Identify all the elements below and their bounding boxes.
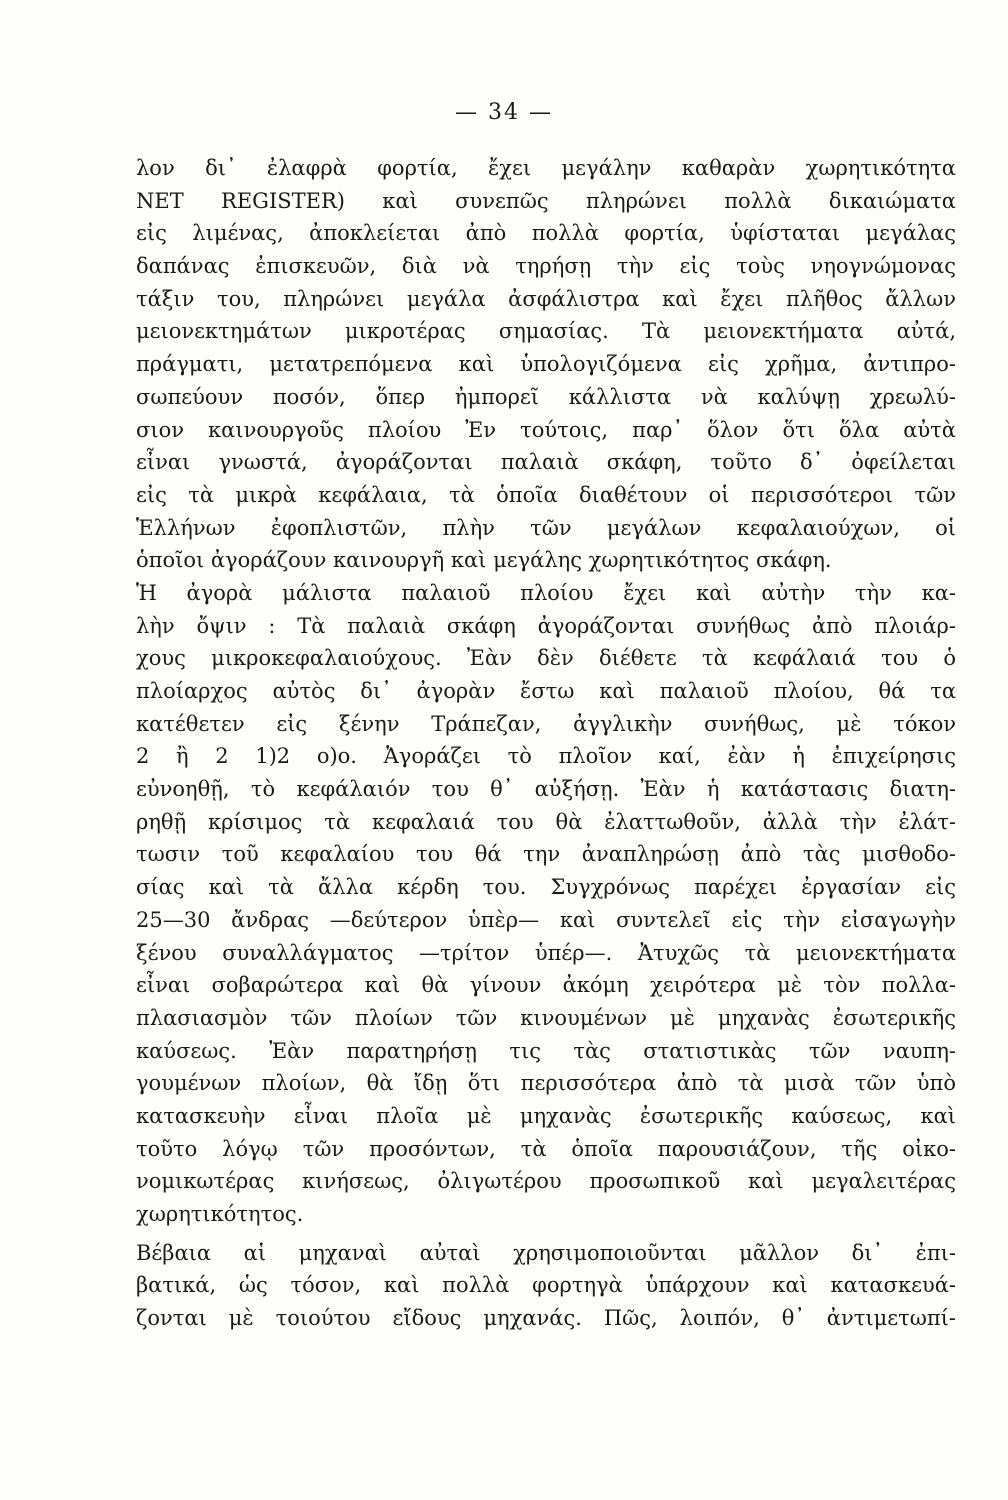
text-line: μειονεκτημάτων μικροτέρας σημασίας. Τὰ μειονεκτήματα αὐτά, xyxy=(136,319,956,344)
text-line: τοῦτο λόγῳ τῶν προσόντων, τὰ ὁποῖα παρουσιάζουν, τῆς οἰκο- xyxy=(136,1136,956,1161)
text-line: κατασκευὴν εἶναι πλοῖα μὲ μηχανὰς ἐσωτερικῆς καύσεως, καὶ xyxy=(136,1103,956,1128)
text-line: βατικά, ὡς τόσον, καὶ πολλὰ φορτηγὰ ὑπάρχουν καὶ κατασκευά- xyxy=(136,1273,956,1298)
text-line: ρηθῇ κρίσιμος τὰ κεφαλαιά του θὰ ἐλαττωθοῦν, ἀλλὰ τὴν ἐλάτ- xyxy=(136,809,956,834)
text-line: χους μικροκεφαλαιούχους. Ἐὰν δὲν διέθετε τὰ κεφάλαιά του ὁ xyxy=(136,646,956,671)
text-line: πράγματι, μετατρεπόμενα καὶ ὑπολογιζόμενα εἰς χρῆμα, ἀντιπρο- xyxy=(136,352,956,377)
text-line: σίας καὶ τὰ ἄλλα κέρδη του. Συγχρόνως παρέχει ἐργασίαν εἰς xyxy=(136,875,956,900)
text-line: 25—30 ἄνδρας —δεύτερον ὑπὲρ— καὶ συντελεῖ εἰς τὴν εἰσαγωγὴν xyxy=(136,907,956,932)
text-line: πλοίαρχος αὐτὸς δι᾽ ἀγορὰν ἔστω καὶ παλαιοῦ πλοίου, θά τα xyxy=(136,679,956,703)
text-line: NET REGISTER) καὶ συνεπῶς πληρώνει πολλὰ δικαιώματα xyxy=(136,188,956,213)
text-line: πλασιασμὸν τῶν πλοίων τῶν κινουμένων μὲ μηχανὰς ἐσωτερικῆς xyxy=(136,1005,956,1030)
text-line: ξένου συναλλάγματος —τρίτον ὑπέρ—. Ἀτυχῶς τὰ μειονεκτήματα xyxy=(136,940,956,965)
text-line: εἰς τὰ μικρὰ κεφάλαια, τὰ ὁποῖα διαθέτουν οἱ περισσότεροι τῶν xyxy=(136,482,956,507)
text-line: χωρητικότητος. xyxy=(136,1202,304,1226)
page-number: — 34 — xyxy=(455,100,553,125)
text-line: εἰς λιμένας, ἀποκλείεται ἀπὸ πολλὰ φορτία, ὑφίσταται μεγάλας xyxy=(136,221,956,246)
text-line: σιον καινουργοῦς πλοίου Ἐν τούτοις, παρ᾽ ὅλον ὅτι ὅλα αὐτὰ xyxy=(136,417,956,442)
text-line: 2 ἢ 2 1)2 ο)ο. Ἀγοράζει τὸ πλοῖον καί, ἐὰν ἡ ἐπιχείρησις xyxy=(136,744,956,769)
text-line: λον δι᾽ ἐλαφρὰ φορτία, ἔχει μεγάλην καθαρὰν χωρητικότητα xyxy=(136,156,956,180)
text-line: καύσεως. Ἐὰν παρατηρήσῃ τις τὰς στατιστικὰς τῶν ναυπη- xyxy=(136,1038,956,1063)
text-line: εὐνοηθῇ, τὸ κεφάλαιόν του θ᾽ αὐξήσῃ. Ἐὰν ἡ κατάστασις διατη- xyxy=(136,777,956,802)
text-line: Ἑλλήνων ἐφοπλιστῶν, πλὴν τῶν μεγάλων κεφαλαιούχων, οἱ xyxy=(136,515,956,540)
text-line: δαπάνας ἐπισκευῶν, διὰ νὰ τηρήσῃ τὴν εἰς τοὺς νηογνώμονας xyxy=(136,254,956,279)
text-line: εἶναι γνωστά, ἀγοράζονται παλαιὰ σκάφη, τοῦτο δ᾽ ὀφείλεται xyxy=(136,450,956,475)
text-line: γουμένων πλοίων, θὰ ἴδῃ ὅτι περισσότερα ἀπὸ τὰ μισὰ τῶν ὑπὸ xyxy=(136,1071,956,1096)
text-line: τάξιν του, πληρώνει μεγάλα ἀσφάλιστρα καὶ ἔχει πλῆθος ἄλλων xyxy=(136,286,956,311)
body-text xyxy=(136,152,956,1335)
text-line: Βέβαια αἱ μηχαναὶ αὐταὶ χρησιμοποιοῦνται μᾶλλον δι᾽ ἐπι- xyxy=(136,1240,956,1265)
text-line: Ἡ ἀγορὰ μάλιστα παλαιοῦ πλοίου ἔχει καὶ αὐτὴν τὴν κα- xyxy=(136,580,956,605)
text-line: ζονται μὲ τοιούτου εἴδους μηχανάς. Πῶς, λοιπόν, θ᾽ ἀντιμετωπί- xyxy=(136,1306,956,1331)
text-line: σωπεύουν ποσόν, ὅπερ ἠμπορεῖ κάλλιστα νὰ καλύψῃ χρεωλύ- xyxy=(136,384,956,409)
text-line: εἶναι σοβαρώτερα καὶ θὰ γίνουν ἀκόμη χειρότερα μὲ τὸν πολλα- xyxy=(136,973,956,998)
text-line: νομικωτέρας κινήσεως, ὀλιγωτέρου προσωπικοῦ καὶ μεγαλειτέρας xyxy=(136,1169,956,1194)
text-line: κατέθετεν εἰς ξένην Τράπεζαν, ἀγγλικὴν συνήθως, μὲ τόκον xyxy=(136,711,956,736)
text-line: λὴν ὄψιν : Τὰ παλαιὰ σκάφη ἀγοράζονται συνήθως ἀπὸ πλοιάρ- xyxy=(136,613,956,638)
text-line: τωσιν τοῦ κεφαλαίου του θά την ἀναπληρώσῃ ἀπὸ τὰς μισθοδο- xyxy=(136,842,956,867)
text-line: ὁποῖοι ἀγοράζουν καινουργῆ καὶ μεγάλης χωρητικότητος σκάφη. xyxy=(136,548,832,573)
